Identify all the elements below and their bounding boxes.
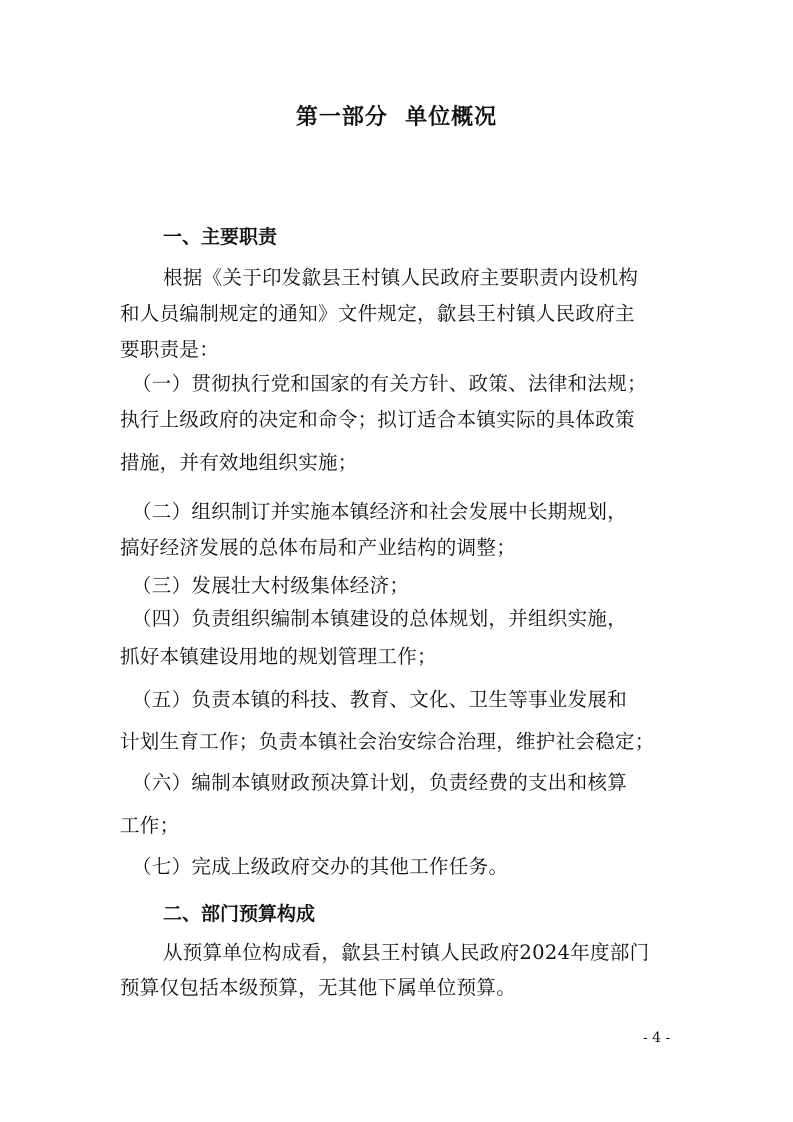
- paragraph-line: 和人员编制规定的通知》文件规定，歙县王村镇人民政府主: [120, 302, 635, 325]
- duty-item-1-line: 措施，并有效地组织实施；: [120, 451, 358, 474]
- duty-item-5-line: （五）负责本镇的科技、教育、文化、卫生等事业发展和: [132, 688, 628, 711]
- paragraph-line: 预算仅包括本级预算，无其他下属单位预算。: [120, 976, 517, 999]
- paragraph-line: 根据《关于印发歙县王村镇人民政府主要职责内设机构: [163, 266, 639, 289]
- duty-item-4-line: （四）负责组织编制本镇建设的总体规划，并组织实施，: [132, 607, 628, 630]
- section-heading-main-duties: 一、主要职责: [163, 226, 278, 248]
- duty-item-2-line: （二）组织制订并实施本镇经济和社会发展中长期规划，: [132, 500, 628, 523]
- paragraph-line: 从预算单位构成看，歙县王村镇人民政府2024年度部门: [163, 941, 650, 964]
- duty-item-3-line: （三）发展壮大村级集体经济；: [132, 574, 410, 597]
- page-number: - 4 -: [643, 1030, 671, 1046]
- duty-item-6-line: 工作；: [120, 814, 180, 837]
- duty-item-1-line: 执行上级政府的决定和命令；拟订适合本镇实际的具体政策: [120, 408, 635, 431]
- page-title: 第一部分 单位概况: [295, 105, 498, 130]
- section-heading-budget-composition: 二、部门预算构成: [163, 903, 316, 925]
- duty-item-4-line: 抓好本镇建设用地的规划管理工作；: [120, 645, 437, 668]
- duty-item-2-line: 搞好经济发展的总体布局和产业结构的调整；: [120, 536, 517, 559]
- duty-item-1-line: （一）贯彻执行党和国家的有关方针、政策、法律和法规；: [132, 372, 647, 395]
- paragraph-line: 要职责是：: [120, 338, 220, 361]
- duty-item-5-line: 计划生育工作；负责本镇社会治安综合治理，维护社会稳定；: [120, 730, 655, 753]
- duty-item-7-line: （七）完成上级政府交办的其他工作任务。: [132, 855, 509, 878]
- duty-item-6-line: （六）编制本镇财政预决算计划，负责经费的支出和核算: [132, 771, 628, 794]
